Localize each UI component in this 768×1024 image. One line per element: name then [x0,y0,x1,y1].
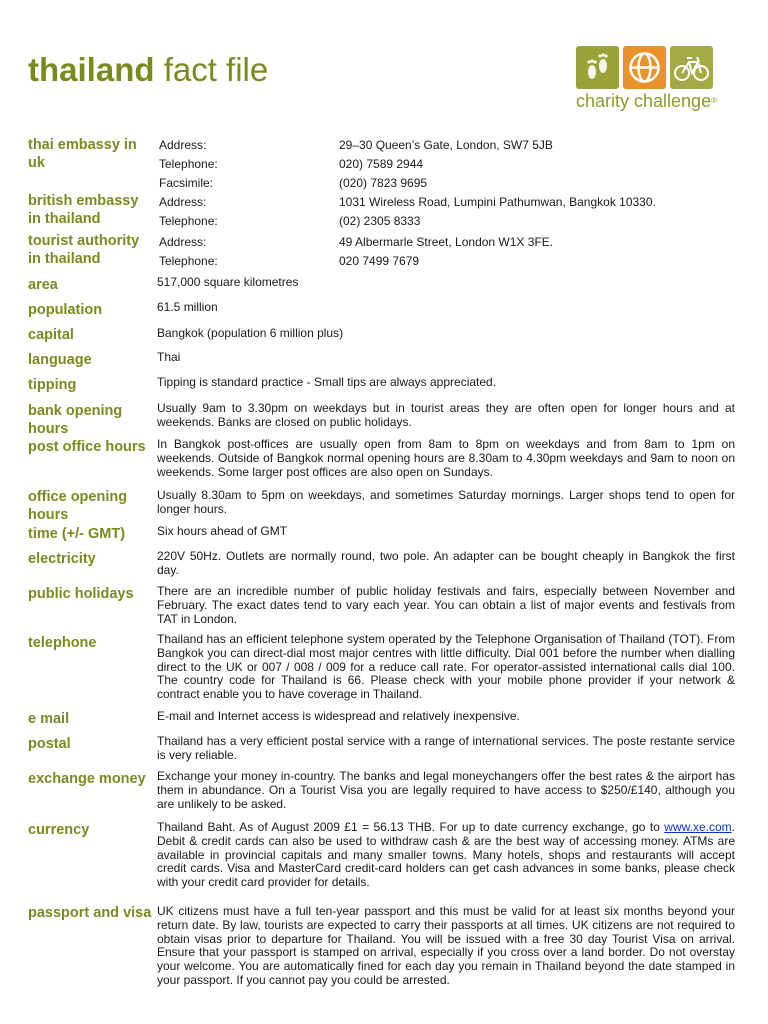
fact-label: exchange money [28,771,146,787]
fact-text: E-mail and Internet access is widespread and relatively inexpensive. [157,709,520,723]
fact-label: time (+/- GMT) [28,526,126,542]
contact-heading: thai embassy in uk [28,137,137,171]
fact-text: Thailand has a very efficient postal service with a range of international services. The poste restante service is very reliable. [157,734,735,762]
bicycle-icon [670,46,713,89]
fact-text: Exchange your money in-country. The banks and legal moneychangers offer the best rates & the airport has them in abundance. On a Tourist Visa you are legally required to have access to $250/£140, although you are unlikely to be asked. [157,769,735,811]
contact-key: Telephone: [159,254,218,268]
fact-label: electricity [28,551,96,567]
contact-value: (02) 2305 8333 [339,214,421,228]
fact-label: currency [28,822,90,838]
xe-link[interactable]: www.xe.com [664,820,732,834]
logo-text: charity challenge [576,91,712,111]
fact-label: tipping [28,377,77,393]
fact-text: UK citizens must have a full ten-year passport and this must be valid for at least six months beyond your return date. By law, tourists are expected to carry their passports at all times. UK citizens are not required to obtain visas prior to departure for Thailand. You will be issued with a free 30 day Tourist Visa on arrival. Ensure that your passport is stamped on arrival, especially if you cross over a land border. Do not overstay your welcome. You are automatically fined for each day you remain in Thailand beyond the date stamped in your passport. If you cannot pay you could be arrested. [157,904,735,987]
contact-key: Telephone: [159,214,218,228]
fact-label: area [28,277,58,293]
currency-text-start: Thailand Baht. As of August 2009 £1 = 56.13 THB. For up to date currency exchange, go to [157,820,665,834]
fact-label: public holidays [28,586,134,602]
fact-text: 517,000 square kilometres [157,275,299,289]
fact-label: office opening hours [28,489,128,523]
registered-mark: ® [711,96,717,105]
fact-text: Usually 9am to 3.30pm on weekdays but in tourist areas they are often open for longer hours and at weekends. Banks are closed on public holidays. [157,401,735,429]
fact-text: Thai [157,350,181,364]
contact-value: 49 Albermarle Street, London W1X 3FE. [339,235,554,249]
footprints-icon [576,46,619,89]
contact-value: 020 7499 7679 [339,254,420,268]
fact-label: e mail [28,711,70,727]
globe-icon [623,46,666,89]
currency-text-end: . Debit & credit cards can also be used to withdraw cash & are the best way of accessing money. ATMs are available in provincial capitals and many smaller towns. Many hotels, shops and restaurants will accept credit cards. Visa and MasterCard credit-card holders can get cash advances in some banks, please check with your credit card provider for details. [157,820,735,890]
contact-key: Address: [159,235,207,249]
fact-text: 61.5 million [157,300,218,314]
fact-label: bank opening hours [28,403,123,437]
contact-value: 29–30 Queen’s Gate, London, SW7 5JB [339,138,553,152]
contact-key: Address: [159,138,207,152]
fact-text: There are an incredible number of public holiday festivals and fairs, especially between November and February. The exact dates tend to vary each year. You can obtain a list of major events and festivals from TAT in London. [157,584,735,626]
fact-text: Six hours ahead of GMT [157,524,288,538]
fact-label: capital [28,327,74,343]
contact-heading: british embassy in thailand [28,193,139,227]
fact-label: postal [28,736,71,752]
title-bold: thailand [28,51,155,88]
contact-key: Address: [159,195,207,209]
page-title [28,48,268,92]
fact-text: 220V 50Hz. Outlets are normally round, two pole. An adapter can be bought cheaply in Bangkok the first day. [157,549,735,577]
contact-value: 1031 Wireless Road, Lumpini Pathumwan, Bangkok 10330. [339,195,656,209]
charity-challenge-logo [576,46,726,118]
fact-text [157,821,735,890]
fact-label: language [28,352,92,368]
fact-label: population [28,302,103,318]
contact-value: (020) 7823 9695 [339,176,428,190]
fact-label: passport and visa [28,905,152,921]
contact-value: 020) 7589 2944 [339,157,424,171]
fact-text: Bangkok (population 6 million plus) [157,326,344,340]
fact-text: Tipping is standard practice - Small tips are always appreciated. [157,375,497,389]
fact-label: telephone [28,635,97,651]
fact-text: Thailand has an efficient telephone system operated by the Telephone Organisation of Thailand (TOT). From Bangkok you can direct-dial most major centres with little difficulty. Dial 001 before the number when dialling direct to the UK or 007 / 008 / 009 for a reduce call rate. For operator-assisted international calls dial 100. The country code for Thailand is 66. Please check with your mobile phone provider if your network & contract enable you to have coverage in Thailand. [157,632,735,702]
contact-heading: tourist authority in thailand [28,233,140,267]
contact-key: Facsimile: [159,176,214,190]
title-rest: fact file [163,51,269,88]
fact-text: In Bangkok post-offices are usually open from 8am to 8pm on weekdays and from 8am to 1pm on weekends. Outside of Bangkok normal opening hours are 8.30am to 4.30pm weekdays and 9am to noon on weekends. Some larger post offices are also open on Sundays. [157,437,735,479]
fact-text: Usually 8.30am to 5pm on weekdays, and sometimes Saturday mornings. Larger shops tend to open for longer hours. [157,488,735,516]
fact-label: post office hours [28,439,146,455]
contact-key: Telephone: [159,157,218,171]
